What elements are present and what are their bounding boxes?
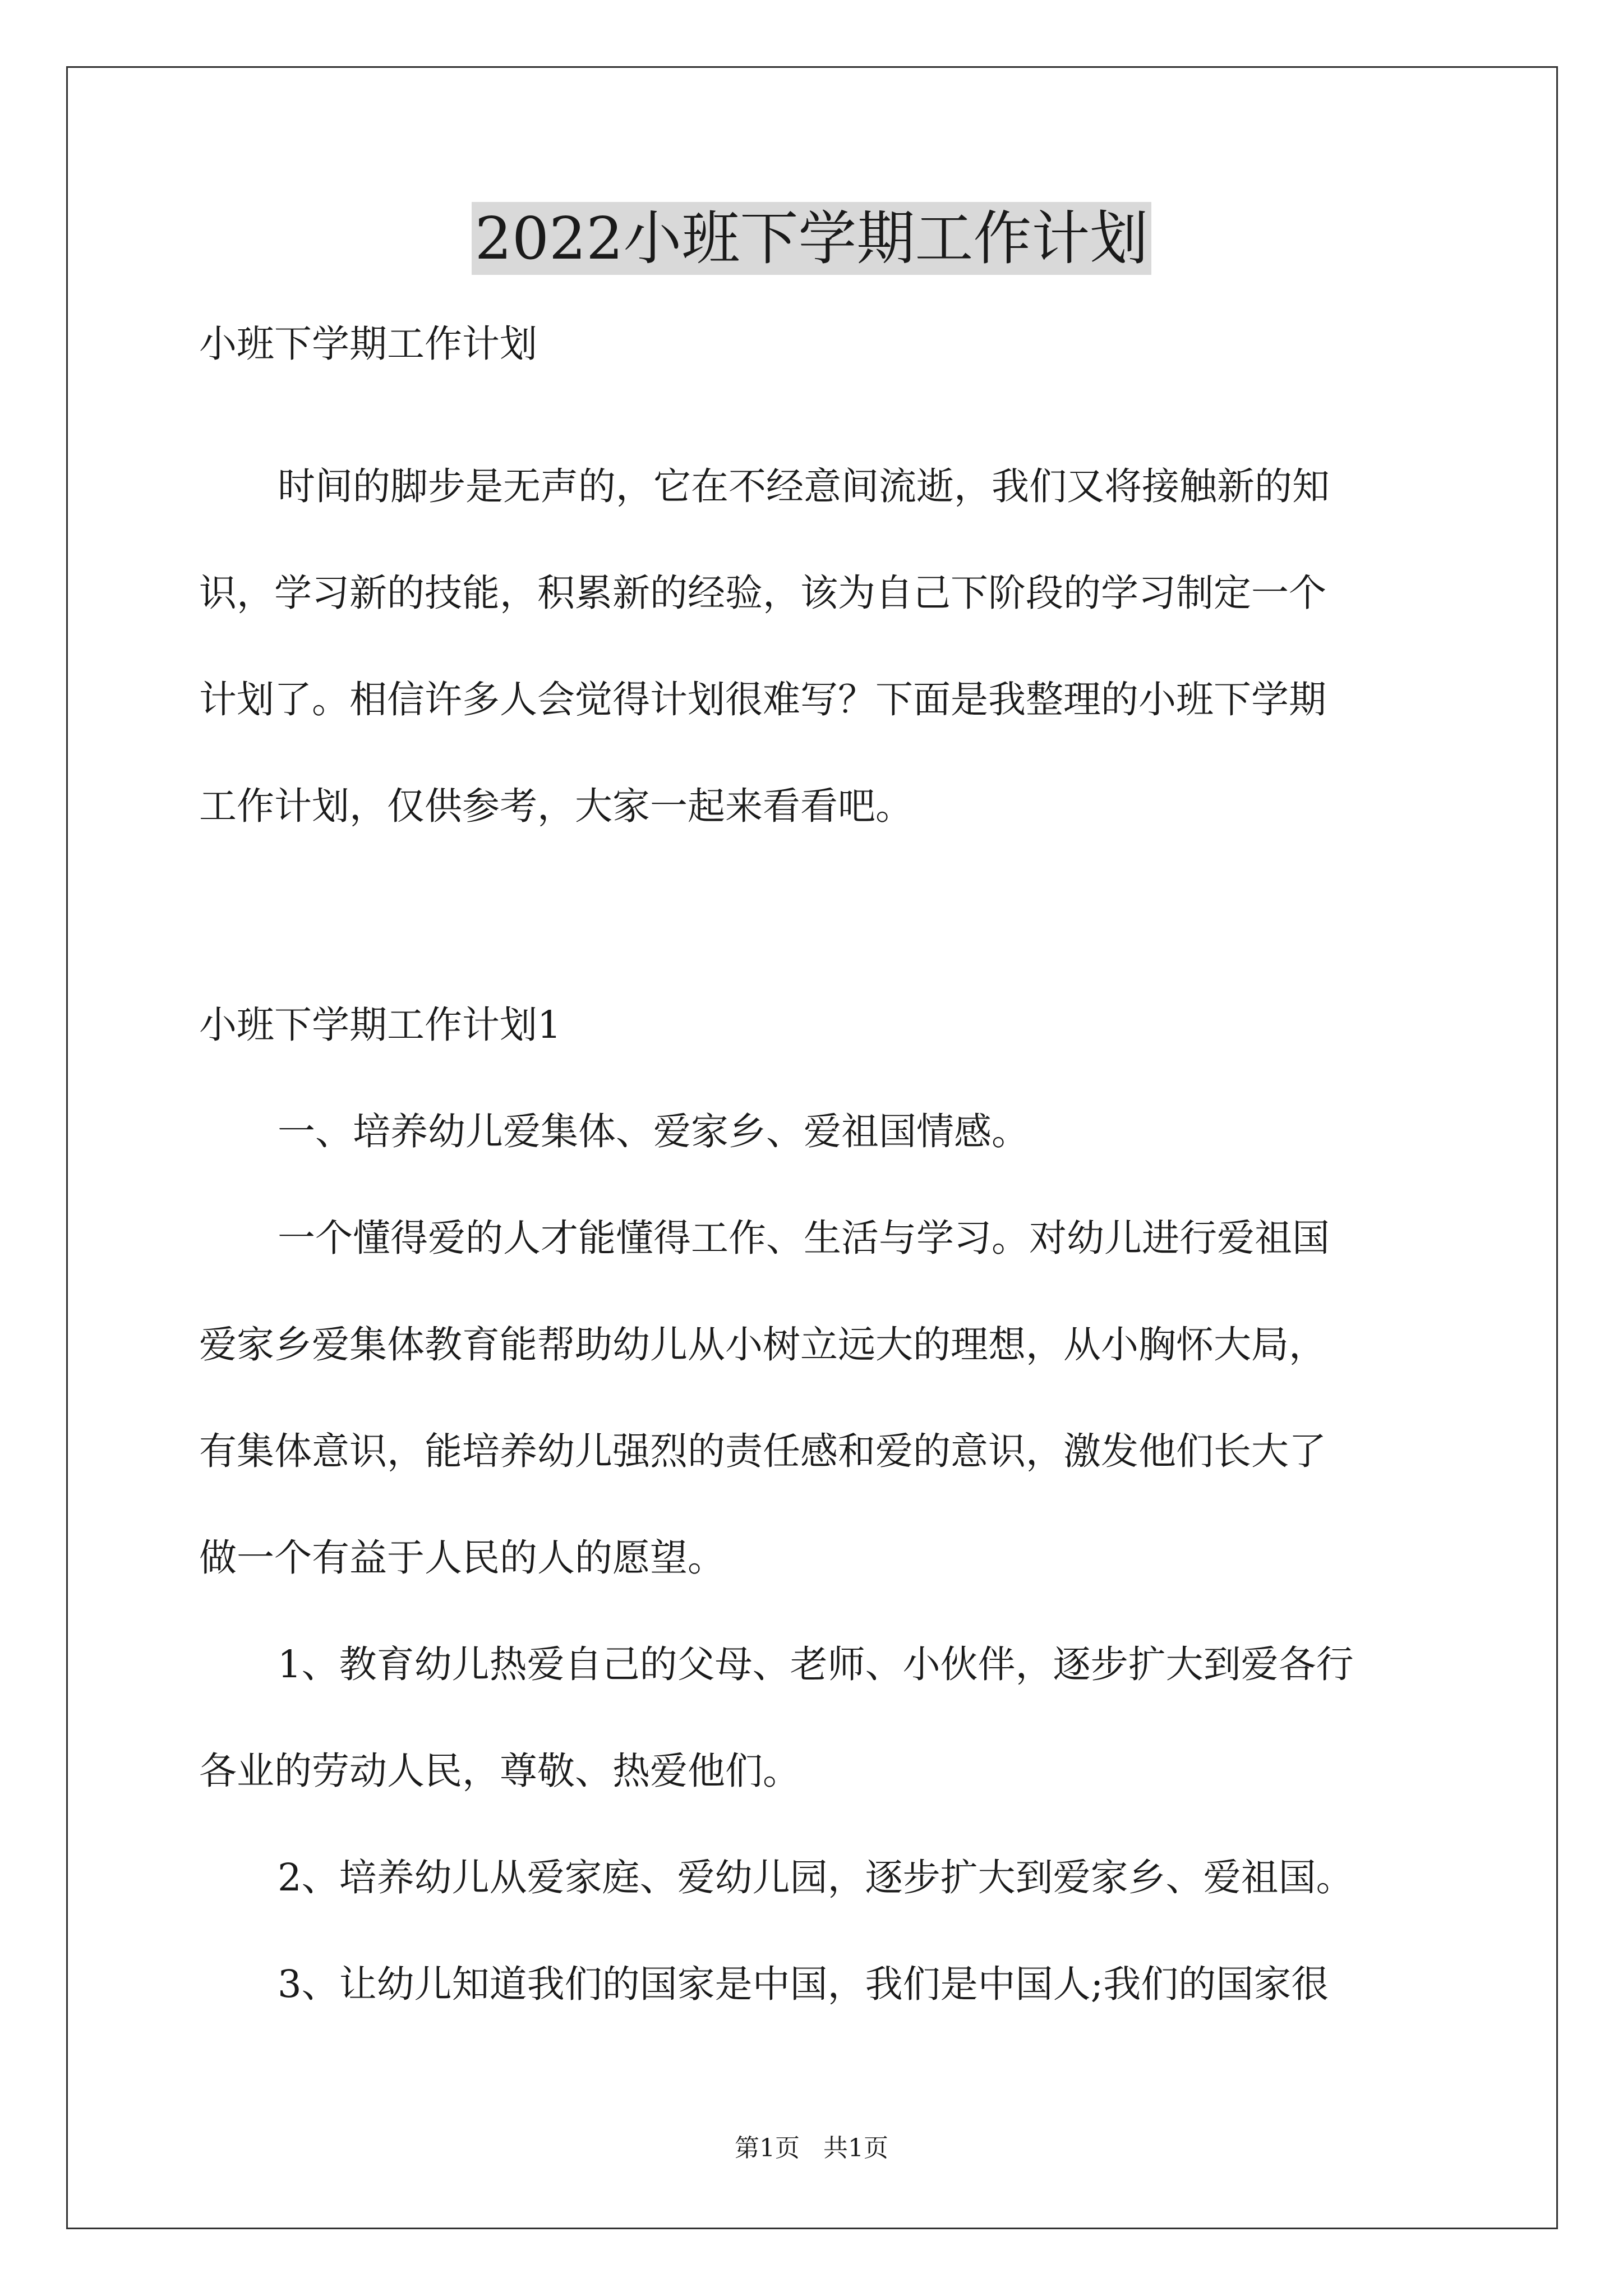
item-2-line: 2、培养幼儿从爱家庭、爱幼儿园，逐步扩大到爱家乡、爱祖国。 (278, 1856, 1354, 1899)
section-heading: 小班下学期工作计划1 (199, 1003, 561, 1047)
point-one-body-line-3: 有集体意识，能培养幼儿强烈的责任感和爱的意识，激发他们长大了 (199, 1429, 1326, 1473)
item-1-line-1: 1、教育幼儿热爱自己的父母、老师、小伙伴，逐步扩大到爱各行 (278, 1642, 1354, 1686)
point-one-body-line-1: 一个懂得爱的人才能懂得工作、生活与学习。对幼儿进行爱祖国 (278, 1216, 1330, 1260)
point-one-heading: 一、培养幼儿爱集体、爱家乡、爱祖国情感。 (278, 1110, 1029, 1153)
item-3-line: 3、让幼儿知道我们的国家是中国，我们是中国人;我们的国家很 (278, 1962, 1329, 2006)
item-1-line-2: 各业的劳动人民，尊敬、热爱他们。 (199, 1749, 800, 1793)
point-one-body-line-4: 做一个有益于人民的人的愿望。 (199, 1536, 725, 1580)
document-title (0, 199, 1623, 278)
document-subtitle: 小班下学期工作计划 (199, 322, 537, 366)
intro-line-2: 识，学习新的技能，积累新的经验，该为自己下阶段的学习制定一个 (199, 571, 1326, 615)
page-number-footer: 第1页 共1页 (735, 2134, 888, 2162)
intro-line-4: 工作计划，仅供参考，大家一起来看看吧。 (199, 784, 913, 828)
document-title-text: 2022小班下学期工作计划 (472, 202, 1152, 275)
point-one-body-line-2: 爱家乡爱集体教育能帮助幼儿从小树立远大的理想，从小胸怀大局， (199, 1323, 1326, 1366)
intro-line-3: 计划了。相信许多人会觉得计划很难写？下面是我整理的小班下学期 (199, 678, 1326, 721)
intro-line-1: 时间的脚步是无声的，它在不经意间流逝，我们又将接触新的知 (278, 464, 1330, 508)
